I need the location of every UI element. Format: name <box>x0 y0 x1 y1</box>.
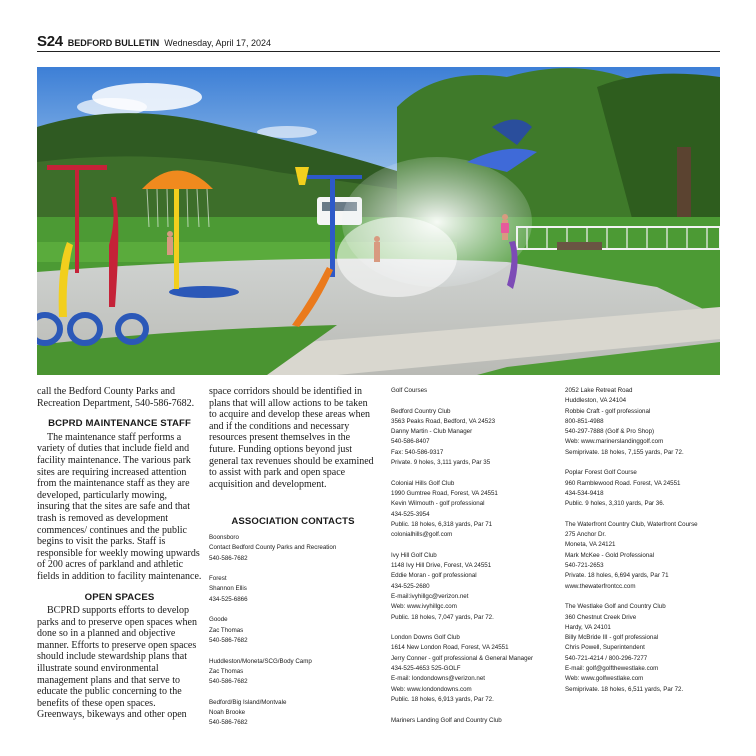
golf-course-detail: Huddleston, VA 24104 <box>565 397 627 405</box>
golf-course-entry <box>391 633 551 705</box>
golf-course-detail: Public. 18 holes, 6,318 yards, Par 71 <box>391 520 493 528</box>
association-contacts-list <box>209 533 377 729</box>
golf-course-detail: Jerry Conner - golf professional & General Manager <box>391 654 534 662</box>
contact-name: Huddleston/Moneta/SCG/Body Camp <box>209 657 312 665</box>
golf-course-detail: Web: www.marinerslandinggolf.com <box>565 438 664 446</box>
contact-name: Bedford/Big Island/Montvale <box>209 698 287 706</box>
golf-course-name: Mariners Landing Golf and Country Club <box>391 716 502 724</box>
golf-course-detail: E-mail: londondowns@verizon.net <box>391 675 485 683</box>
golf-course-detail: 434-525-2680 <box>391 582 430 590</box>
open-spaces-body: BCPRD supports efforts to develop parks and to preserve open spaces when done so in a planned and objective manner. Efforts to preserve open spaces should include stewardship plans that illustrate sound environmental management plans and that serve to educate the public concerning to the benefits of these open spaces. Greenways, bikeways and other open <box>37 605 197 721</box>
golf-course-name: Poplar Forest Golf Course <box>565 469 637 477</box>
contact-name: Forest <box>209 575 227 583</box>
maintenance-staff-heading: BCPRD MAINTENANCE STAFF <box>48 418 191 430</box>
golf-course-name: The Waterfront Country Club, Waterfront Course <box>565 520 698 528</box>
golf-course-name: The Westlake Golf and Country Club <box>565 603 666 611</box>
contact-person: Noah Brooke <box>209 708 246 716</box>
golf-course-detail: Eddie Moran - golf professional <box>391 572 477 580</box>
golf-course-detail: Private. 9 holes, 3,111 yards, Par 35 <box>391 459 491 467</box>
golf-course-detail: 1148 Ivy Hill Drive, Forest, VA 24551 <box>391 562 492 570</box>
golf-course-detail: colonialhills@golf.com <box>391 531 453 539</box>
contact-phone: 540-586-7682 <box>209 636 248 644</box>
contact-name: Boonsboro <box>209 533 239 541</box>
contact-phone: 434-525-6866 <box>209 595 248 603</box>
golf-course-entry <box>565 602 730 695</box>
golf-course-detail: Chris Powell, Superintendent <box>565 644 645 652</box>
golf-course-detail: 360 Chestnut Creek Drive <box>565 613 637 621</box>
golf-course-detail: E-mail: golf@golfthewestlake.com <box>565 665 659 673</box>
maintenance-staff-body: The maintenance staff performs a variety of duties that include field and facility maintenance. The various park sites are requiring increased attention from the maintenance staff as they are developed, particularly mowing, insuring that the sites are safe and that trash is removed as development commences/ continues and the public begins to visit the parks. Staff is responsible for weekly mowing upwards of 200 acres of parkland and athletic fields in addition to facility maintenance. <box>37 431 202 582</box>
golf-course-entry <box>565 468 730 509</box>
contact-phone: 540-586-7682 <box>209 719 248 727</box>
golf-course-detail: 275 Anchor Dr. <box>565 531 606 539</box>
golf-course-entry <box>391 551 551 623</box>
splash-pad-photo <box>37 67 720 375</box>
contact-entry <box>209 533 377 564</box>
golf-course-detail: Billy McBride III - golf professional <box>565 634 659 642</box>
golf-course-detail: 960 Ramblewood Road. Forest, VA 24551 <box>565 479 681 487</box>
golf-course-detail: 434-525-4653 525-GOLF <box>391 665 461 673</box>
golf-course-entry <box>391 386 551 396</box>
golf-course-detail: 540-721-2653 <box>565 562 604 570</box>
golf-course-detail: 540-586-8407 <box>391 438 430 446</box>
article-intro: call the Bedford County Parks and Recreation Department, 540-586-7682. <box>37 386 195 409</box>
contact-person: Zac Thomas <box>209 667 244 675</box>
golf-course-detail: Semiprivate. 18 holes, 7,155 yards, Par 72. <box>565 448 684 456</box>
open-spaces-continued: space corridors should be identified in plans that will allow actions to be taken to acquire and develop these areas when and if the conditions and necessary resources present themselves in the future. Funding options beyond just general tax revenues should be examined to assist with park and open space acquisition and development. <box>209 386 374 490</box>
contact-entry <box>209 574 377 605</box>
golf-course-entry <box>391 407 551 469</box>
golf-course-detail: Public. 9 holes, 3,310 yards, Par 36. <box>565 500 665 508</box>
issue-date: Wednesday, April 17, 2024 <box>164 38 272 48</box>
golf-course-detail: Fax: 540-586-9317 <box>391 448 444 456</box>
golf-course-name: Golf Courses <box>391 387 428 394</box>
golf-course-name: London Downs Golf Club <box>391 634 460 642</box>
contact-phone: 540-586-7682 <box>209 554 248 562</box>
golf-course-entry <box>565 520 730 592</box>
golf-course-entry <box>391 716 551 726</box>
contact-entry <box>209 657 377 688</box>
golf-course-detail: 434-534-9418 <box>565 489 604 497</box>
golf-courses-column-2 <box>565 386 730 695</box>
golf-course-entry <box>391 479 551 541</box>
contact-name: Goode <box>209 616 228 624</box>
contact-person: Contact Bedford County Parks and Recreation <box>209 544 337 552</box>
golf-course-name: 2052 Lake Retreat Road <box>565 387 633 394</box>
golf-course-name: Bedford Country Club <box>391 407 451 415</box>
golf-course-detail: 3563 Peaks Road, Bedford, VA 24523 <box>391 417 496 425</box>
golf-course-detail: 540-297-7888 (Golf & Pro Shop) <box>565 428 655 436</box>
golf-course-detail: 1990 Gumtree Road, Forest, VA 24551 <box>391 489 498 497</box>
golf-course-detail: Robbie Craft - golf professional <box>565 407 651 415</box>
golf-course-detail: Danny Martin - Club Manager <box>391 428 473 436</box>
golf-course-detail: Public. 18 holes, 6,913 yards, Par 72. <box>391 695 494 703</box>
golf-course-detail: 800-851-4988 <box>565 417 604 425</box>
contact-person: Shannon Ellis <box>209 585 247 593</box>
golf-course-detail: Hardy, VA 24101 <box>565 623 611 631</box>
golf-course-detail: 434-525-3954 <box>391 510 430 518</box>
golf-course-detail: Web: www.ivyhillgc.com <box>391 603 457 611</box>
golf-course-detail: Web: www.londondowns.com <box>391 685 472 693</box>
golf-course-name: Ivy Hill Golf Club <box>391 551 437 559</box>
golf-course-detail: 540-721-4214 / 800-296-7277 <box>565 654 648 662</box>
article-column-1 <box>37 386 202 721</box>
contact-entry <box>209 698 377 729</box>
golf-course-detail: Kevin Wilmouth - golf professional <box>391 500 485 508</box>
golf-course-detail: www.thewaterfrontcc.com <box>565 582 636 590</box>
page-header <box>37 33 720 52</box>
golf-course-name: Colonial Hills Golf Club <box>391 479 455 487</box>
publication-name: BEDFORD BULLETIN <box>67 38 160 48</box>
golf-courses-column-1 <box>391 386 551 726</box>
golf-course-detail: Web: www.golfwestlake.com <box>565 675 644 683</box>
article-column-2 <box>209 386 377 729</box>
contact-person: Zac Thomas <box>209 626 244 634</box>
golf-course-entry <box>565 386 730 458</box>
contact-phone: 540-586-7682 <box>209 678 248 686</box>
golf-course-detail: Private. 18 holes, 6,694 yards, Par 71 <box>565 572 669 580</box>
golf-course-detail: Semiprivate. 18 holes, 6,511 yards, Par 72. <box>565 685 684 693</box>
golf-course-detail: 1614 New London Road, Forest, VA 24551 <box>391 644 509 652</box>
page-number: S24 <box>37 33 63 50</box>
contact-entry <box>209 615 377 646</box>
golf-course-detail: E-mail:ivyhillgc@verizon.net <box>391 592 469 600</box>
golf-course-detail: Mark McKee - Gold Professional <box>565 551 655 559</box>
open-spaces-heading: OPEN SPACES <box>84 591 155 603</box>
golf-course-detail: Public. 18 holes, 7,047 yards, Par 72. <box>391 613 494 621</box>
association-contacts-heading: ASSOCIATION CONTACTS <box>231 516 355 528</box>
golf-course-detail: Moneta, VA 24121 <box>565 541 616 549</box>
